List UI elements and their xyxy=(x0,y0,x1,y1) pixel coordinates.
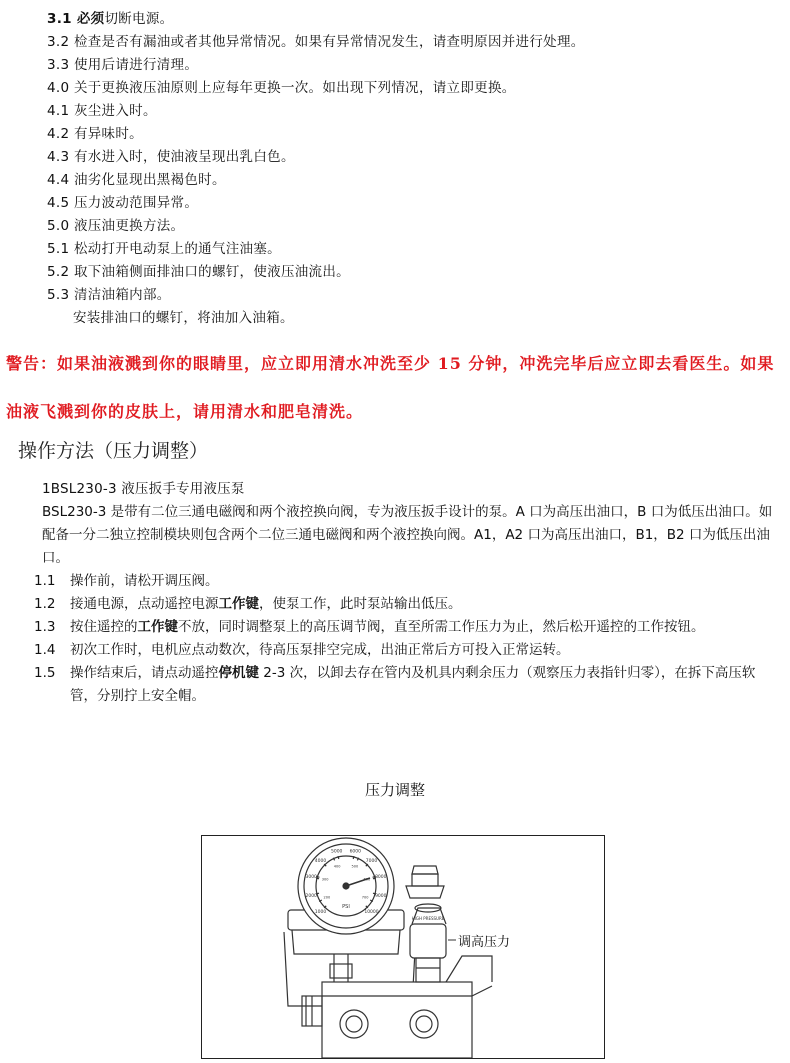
high-pressure-valve xyxy=(410,924,446,958)
step-text: 操作前，请松开调压阀。 xyxy=(70,573,219,589)
maintenance-line-5-1: 5.1 松动打开电动泵上的通气注油塞。 xyxy=(47,241,281,257)
gauge-tick-mark xyxy=(373,893,376,894)
step-number: 1.1 xyxy=(34,573,56,589)
gauge-tick-label: 8000 xyxy=(375,875,387,881)
gauge-tick-label: 9000 xyxy=(375,893,387,899)
maintenance-line-4-2: 4.2 有异味时。 xyxy=(47,126,143,142)
maintenance-line-4-0: 4.0 关于更换液压油原则上应每年更换一次。如出现下列情况，请立即更换。 xyxy=(47,80,516,96)
valve-stem xyxy=(416,958,440,982)
gauge-tick-mark xyxy=(373,878,376,879)
step-1-1 xyxy=(34,570,780,593)
gauge-tick-label: 3000 xyxy=(305,875,317,881)
key-name: 工作键 xyxy=(218,596,259,612)
maintenance-line-5-0: 5.0 液压油更换方法。 xyxy=(47,218,185,234)
gauge-tick-label: 700 xyxy=(361,895,369,900)
figure-caption: 压力调整 xyxy=(364,781,425,799)
step-text: ，使泵工作，此时泵站输出低压。 xyxy=(259,596,462,612)
pump-illustration xyxy=(202,836,604,1058)
step-1-5 xyxy=(34,662,780,708)
gauge-tick-label: 500 xyxy=(351,864,359,869)
key-name: 停机键 xyxy=(218,665,259,681)
warning-text: 警告：如果油液溅到你的眼睛里，应立即用清水冲洗至少 15 分钟，冲洗完毕后应立即去看医生。如果油液飞溅到你的皮肤上，请用清水和肥皂清洗。 xyxy=(6,354,775,421)
gauge-tick-label: 400 xyxy=(333,864,341,869)
maintenance-list xyxy=(47,8,777,330)
gauge-tick-label: 5000 xyxy=(330,849,343,855)
gauge-tick-label: 2000 xyxy=(305,893,317,899)
gauge-tick-mark xyxy=(316,878,319,879)
coupler-left xyxy=(340,1010,368,1038)
gauge-tick-label: 1000 xyxy=(314,910,327,915)
model-line: 1BSL230-3 液压扳手专用液压泵 xyxy=(42,481,245,497)
description-paragraph: BSL230-3 是带有二位三通电磁阀和两个液控换向阀，专为液压扳手设计的泵。A 口为高压出油口，B 口为低压出油口。如配备一分二独立控制模块则包含两个二位三通电磁阀和两个液控换向阀。A1，A2 口为高压出油口，B1，B2 口为低压出油口。 xyxy=(42,504,773,566)
key-name: 工作键 xyxy=(137,619,178,635)
gauge-tick-mark xyxy=(338,856,339,859)
bold-keyword: 必须 xyxy=(76,11,105,27)
gauge-tick-label: 300 xyxy=(321,877,329,882)
gauge-tick-label: 200 xyxy=(323,895,331,900)
valve-label: HIGH PRESSURE xyxy=(411,916,445,921)
gauge-tick-label: 6000 xyxy=(349,849,362,855)
step-number: 1.4 xyxy=(34,642,56,658)
gauge-tick-mark xyxy=(353,856,354,859)
step-text: 不放，同时调整泵上的高压调节阀，直至所需工作压力为止，然后松开遥控的工作按钮。 xyxy=(178,619,705,635)
step-text: 操作结束后，请点动遥控 xyxy=(70,665,219,681)
maintenance-line-5-3-cont: 安装排油口的螺钉，将油加入油箱。 xyxy=(73,310,294,326)
figure-frame xyxy=(201,835,605,1059)
gauge-tick-label: 600 xyxy=(363,877,371,882)
breather-cap xyxy=(412,874,438,886)
gauge-tick-label: 10000 xyxy=(364,910,379,915)
maintenance-line-5-3: 5.3 清洁油箱内部。 xyxy=(47,287,171,303)
maintenance-line-5-2: 5.2 取下油箱侧面排油口的螺钉，使液压油流出。 xyxy=(47,264,350,280)
coupler-right xyxy=(410,1010,438,1038)
step-1-3 xyxy=(34,616,780,639)
maintenance-line-4-5: 4.5 压力波动范围异常。 xyxy=(47,195,199,211)
item-text: 切断电源。 xyxy=(104,11,174,27)
callout-adjust-pressure: 调高压力 xyxy=(458,935,511,950)
step-text: 初次工作时，电机应点动数次，待高压泵排空完成，出油正常后方可投入正常运转。 xyxy=(70,642,570,658)
maintenance-line-4-3: 4.3 有水进入时，使油液呈现出乳白色。 xyxy=(47,149,295,165)
step-number: 1.3 xyxy=(34,619,56,635)
step-number: 1.5 xyxy=(34,665,56,681)
step-text: 接通电源，点动遥控电源 xyxy=(70,596,219,612)
pipe-nut xyxy=(330,964,352,978)
gauge-tick-label: 4000 xyxy=(314,859,327,864)
step-number: 1.2 xyxy=(34,596,56,612)
maintenance-line-4-4: 4.4 油劣化显现出黑褐色时。 xyxy=(47,172,226,188)
step-1-2 xyxy=(34,593,780,616)
gauge-unit-label: PSI xyxy=(342,904,350,910)
item-number: 3.1 xyxy=(47,11,77,27)
maintenance-line-3-2: 3.2 检查是否有漏油或者其他异常情况。如果有异常情况发生，请查明原因并进行处理。 xyxy=(47,34,585,50)
step-text: 按住遥控的 xyxy=(70,619,138,635)
gauge-tick-mark xyxy=(316,893,319,894)
step-1-4 xyxy=(34,639,780,662)
maintenance-line-3-1 xyxy=(47,8,777,31)
step-text: 2-3 次，以卸去存在管内及机具内剩余压力（观察压力表指针归零），在拆下高压软管，分别拧上安全帽。 xyxy=(70,665,756,704)
maintenance-line-3-3: 3.3 使用后请进行清理。 xyxy=(47,57,199,73)
gauge-tick-label: 7000 xyxy=(365,859,378,864)
maintenance-line-4-1: 4.1 灰尘进入时。 xyxy=(47,103,157,119)
operation-section xyxy=(34,478,780,708)
section-title: 操作方法（压力调整） xyxy=(18,440,209,462)
